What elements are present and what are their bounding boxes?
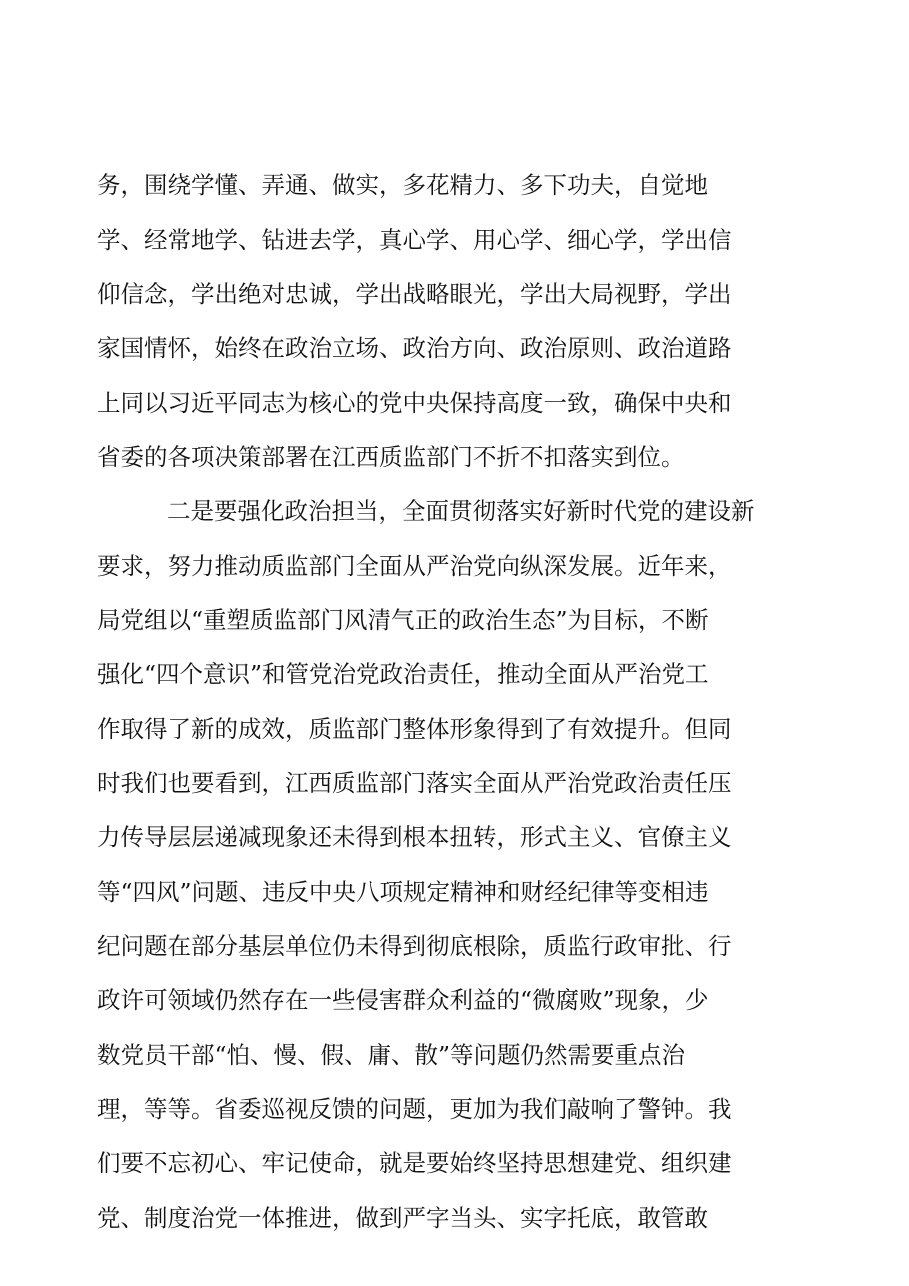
text-line: 强化“四个意识”和管党治党政治责任，推动全面从严治党工 bbox=[97, 660, 709, 688]
text-line: 省委的各项决策部署在江西质监部门不折不扣落实到位。 bbox=[97, 443, 685, 471]
text-line: 们要不忘初心、牢记使命，就是要始终坚持思想建党、组织建 bbox=[97, 1149, 732, 1177]
text-line: 作取得了新的成效，质监部门整体形象得到了有效提升。但同 bbox=[97, 715, 732, 743]
text-line: 务，围绕学懂、弄通、做实，多花精力、多下功夫，自觉地 bbox=[97, 171, 708, 199]
text-line: 等“四风”问题、违反中央八项规定精神和财经纪律等变相违 bbox=[97, 878, 709, 906]
text-line: 时我们也要看到，江西质监部门落实全面从严治党政治责任压 bbox=[97, 769, 732, 797]
text-line: 数党员干部“怕、慢、假、庸、散”等问题仍然需要重点治 bbox=[97, 1041, 686, 1069]
text-line: 局党组以“重塑质监部门风清气正的政治生态”为目标，不断 bbox=[97, 606, 709, 634]
text-line: 家国情怀，始终在政治立场、政治方向、政治原则、政治道路 bbox=[97, 334, 732, 362]
text-line: 学、经常地学、钻进去学，真心学、用心学、细心学，学出信 bbox=[97, 226, 732, 254]
text-line: 理，等等。省委巡视反馈的问题，更加为我们敲响了警钟。我 bbox=[97, 1095, 732, 1123]
text-line: 上同以习近平同志为核心的党中央保持高度一致，确保中央和 bbox=[97, 389, 732, 417]
text-line: 力传导层层递减现象还未得到根本扭转，形式主义、官僚主义 bbox=[97, 823, 732, 851]
text-line: 党、制度治党一体推进，做到严字当头、实字托底，敢管敢 bbox=[97, 1204, 708, 1232]
text-line: 纪问题在部分基层单位仍未得到彻底根除，质监行政审批、行 bbox=[97, 932, 732, 960]
text-line: 仰信念，学出绝对忠诚，学出战略眼光，学出大局视野，学出 bbox=[97, 280, 732, 308]
text-line: 政许可领域仍然存在一些侵害群众利益的“微腐败”现象，少 bbox=[97, 986, 709, 1014]
text-line: 要求，努力推动质监部门全面从严治党向纵深发展。近年来， bbox=[97, 552, 732, 580]
paragraph-start-line: 二是要强化政治担当，全面贯彻落实好新时代党的建设新 bbox=[167, 497, 755, 525]
